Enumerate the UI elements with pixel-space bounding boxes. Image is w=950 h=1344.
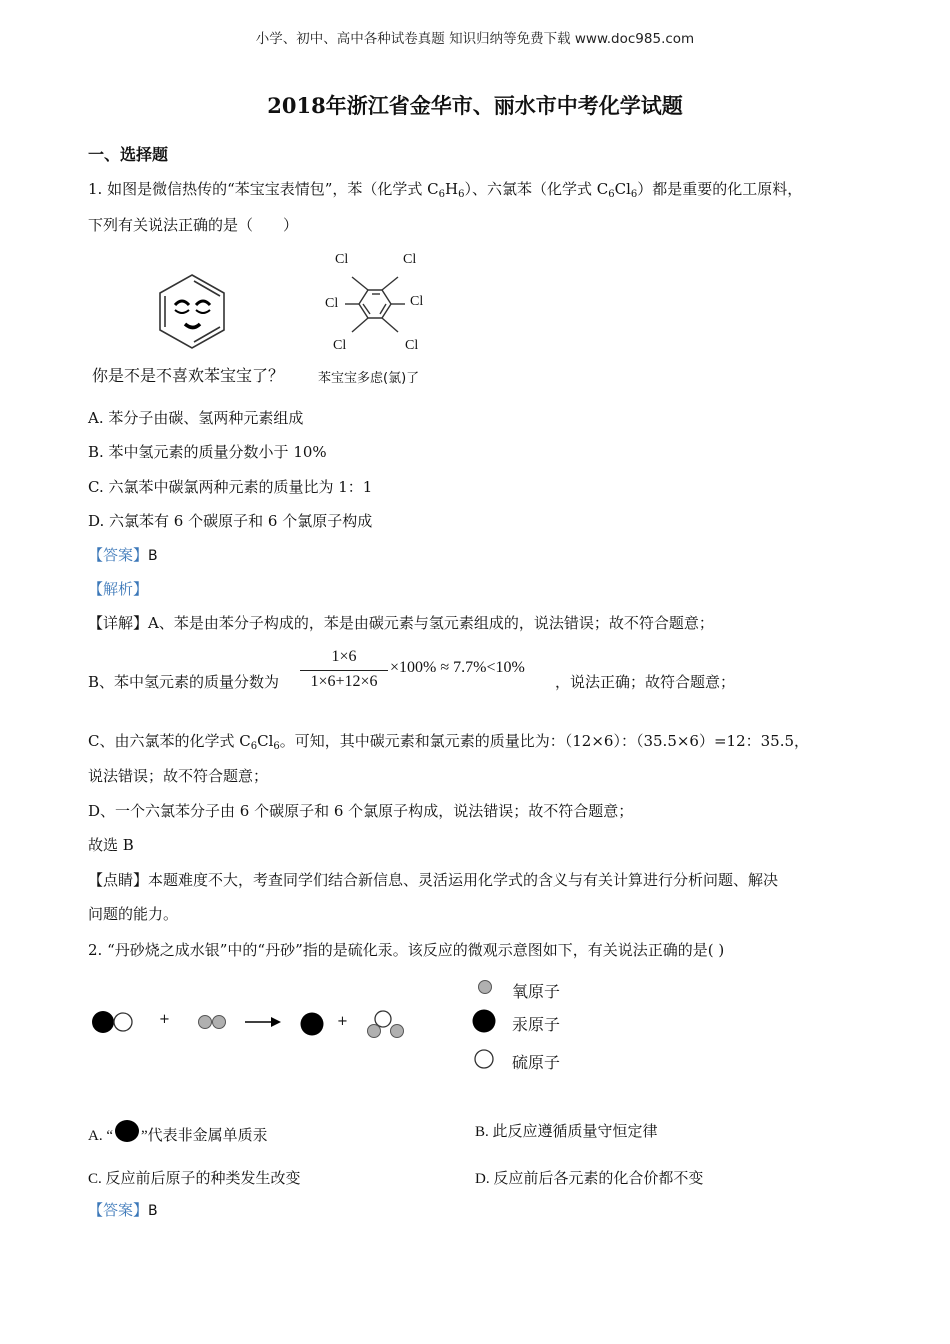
subscript: 6 <box>458 189 465 200</box>
comment-line1: 【点睛】本题难度不大，考查同学们结合新信息、灵活运用化学式的含义与有关计算进行分析问题、解决 <box>88 871 779 889</box>
formula-rest: ×100% ≈ 7.7%<10% <box>390 659 525 676</box>
figure-caption-right: 苯宝宝多虑(氯)了 <box>318 371 420 386</box>
detail-d: D、一个六氯苯分子由 6 个碳原子和 6 个氯原子构成，说法错误；故不符合题意； <box>88 802 634 820</box>
text: A、苯是由苯分子构成的，苯是由碳元素与氢元素组成的，说法错误；故不符合题意； <box>148 614 714 632</box>
document-title: 2018年浙江省金华市、丽水市中考化学试题 <box>267 93 683 118</box>
text: ）都是重要的化工原料， <box>637 180 803 198</box>
detail-b-suffix: ，说法正确；故符合题意； <box>555 673 736 691</box>
hexachlorobenzene-structure <box>345 277 405 332</box>
detail-label: 【详解】 <box>88 614 149 632</box>
section-heading: 一、选择题 <box>88 145 169 164</box>
q1-option-b: B. 苯中氢元素的质量分数小于 10% <box>88 443 327 461</box>
analysis-label: 【解析】 <box>88 580 149 598</box>
q2-answer <box>88 1200 158 1221</box>
text: A. “ <box>88 1128 113 1144</box>
subscript: 6 <box>250 741 258 752</box>
q1-option-d: D. 六氯苯有 6 个碳原子和 6 个氯原子构成 <box>88 512 373 530</box>
text: 。可知，其中碳元素和氯元素的质量比为：（12×6）：（35.5×6）=12：35.5， <box>279 732 810 750</box>
answer-value: B <box>148 548 158 564</box>
q2-option-b: B. 此反应遵循质量守恒定律 <box>475 1124 658 1140</box>
choose-line: 故选 B <box>88 836 134 854</box>
plus-sign: + <box>337 1014 348 1029</box>
text: H <box>445 180 459 198</box>
oxygen-atom-icon <box>213 1016 226 1029</box>
q2-option-c: C. 反应前后原子的种类发生改变 <box>88 1171 301 1187</box>
text: Cl <box>614 180 631 198</box>
fraction-numerator: 1×6 <box>331 648 357 665</box>
mercury-atom-icon <box>92 1011 114 1033</box>
cl-label: Cl <box>335 252 349 267</box>
text: Cl <box>257 732 274 750</box>
plus-sign: + <box>159 1012 170 1027</box>
q1-option-c: C. 六氯苯中碳氯两种元素的质量比为 1：1 <box>88 478 373 496</box>
arrow-icon <box>245 1017 281 1027</box>
legend-mercury: 汞原子 <box>512 1015 561 1034</box>
text: 1. 如图是微信热传的“苯宝宝表情包”，苯（化学式 C <box>88 180 439 198</box>
detail-c-line1 <box>88 731 809 757</box>
subscript: 6 <box>438 189 446 200</box>
mercury-atom-icon <box>115 1120 139 1142</box>
cl-label: Cl <box>403 252 417 267</box>
mercury-atom-icon <box>301 1013 324 1036</box>
q2-option-a <box>88 1120 268 1145</box>
q2-stem: 2. “丹砂烧之成水银”中的“丹砂”指的是硫化汞。该反应的微观示意图如下，有关说法正确的是( ) <box>88 941 725 959</box>
sulfur-atom-icon <box>114 1013 132 1031</box>
detail-c-line2: 说法错误；故不符合题意； <box>88 767 269 785</box>
text: C、由六氯苯的化学式 C <box>88 732 251 750</box>
q1-answer <box>88 545 158 566</box>
subscript: 6 <box>608 189 615 200</box>
cl-label: Cl <box>405 338 419 353</box>
detail-b-prefix: B、苯中氢元素的质量分数为 <box>88 673 280 691</box>
q1-stem-line2: 下列有关说法正确的是（ ） <box>88 216 299 234</box>
oxygen-atom-icon <box>391 1025 404 1038</box>
legend-icons <box>470 975 500 1075</box>
reaction-diagram <box>85 975 425 1045</box>
sulfur-atom-icon <box>475 1050 493 1068</box>
sulfur-atom-icon <box>375 1011 391 1027</box>
cl-label: Cl <box>410 294 424 309</box>
detail-a <box>88 613 714 633</box>
q2-option-d: D. 反应前后各元素的化合价都不变 <box>475 1171 704 1187</box>
answer-value: B <box>148 1203 158 1219</box>
fraction-bar <box>300 670 388 671</box>
oxygen-atom-icon <box>199 1016 212 1029</box>
oxygen-atom-icon <box>368 1025 381 1038</box>
q1-stem-line1 <box>88 179 802 205</box>
cl-label: Cl <box>325 296 339 311</box>
legend-oxygen: 氧原子 <box>512 982 561 1001</box>
subscript: 6 <box>273 741 280 752</box>
subscript: 6 <box>630 189 638 200</box>
answer-label: 【答案】 <box>88 1201 149 1219</box>
benzene-face-icon <box>160 275 224 348</box>
q1-option-a: A. 苯分子由碳、氢两种元素组成 <box>88 409 304 427</box>
figure-caption-left: 你是不是不喜欢苯宝宝了？ <box>92 366 285 385</box>
text: ”代表非金属单质汞 <box>141 1128 268 1144</box>
comment-line2: 问题的能力。 <box>88 905 179 923</box>
text: ）、六氯苯（化学式 C <box>464 180 609 198</box>
oxygen-atom-icon <box>479 981 492 994</box>
page-header: 小学、初中、高中各种试卷真题 知识归纳等免费下载 www.doc985.com <box>255 31 695 47</box>
cl-label: Cl <box>333 338 347 353</box>
mercury-atom-icon <box>473 1010 496 1033</box>
legend-sulfur: 硫原子 <box>512 1053 561 1072</box>
answer-label: 【答案】 <box>88 546 149 564</box>
fraction-denominator: 1×6+12×6 <box>310 673 378 690</box>
